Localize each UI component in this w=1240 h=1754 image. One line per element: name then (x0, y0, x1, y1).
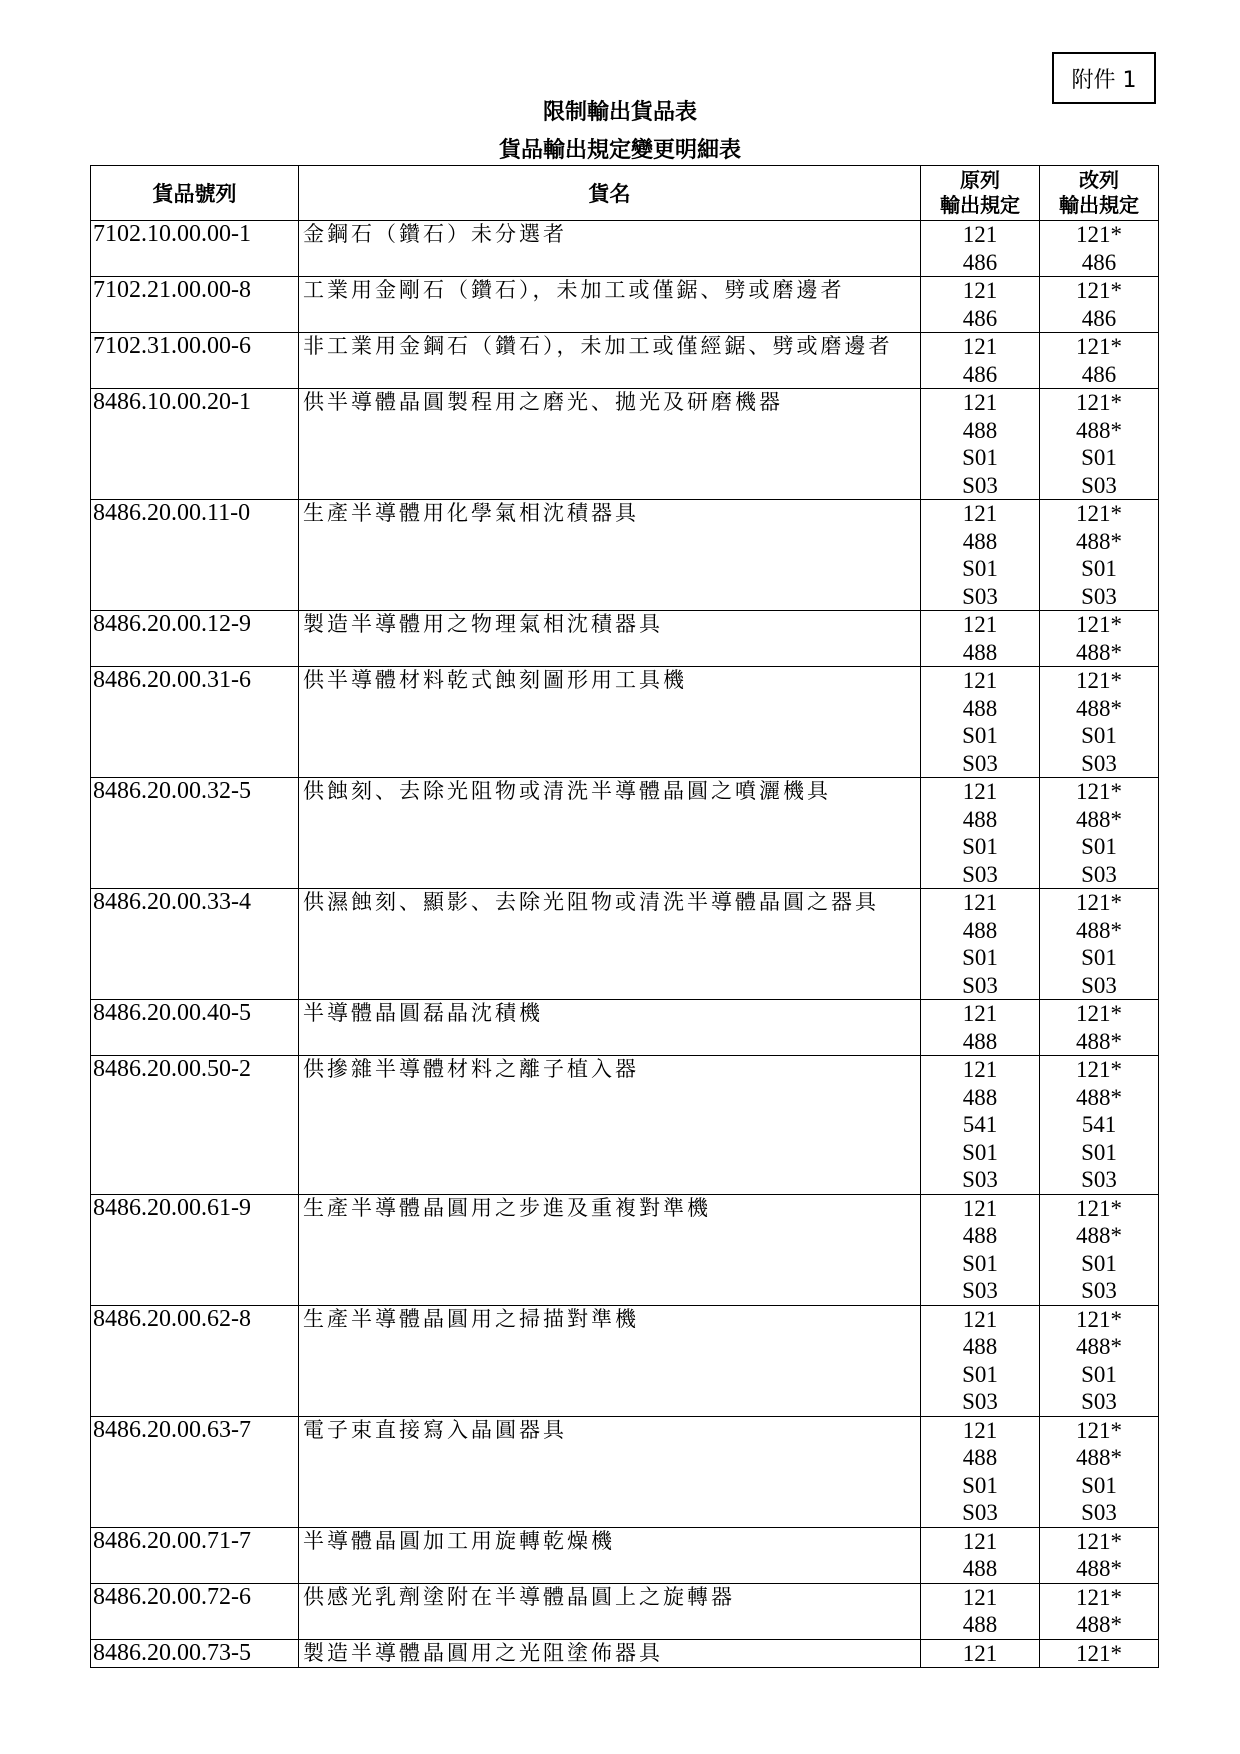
revised-rule-code: S01 (1081, 1250, 1117, 1276)
goods-code: 8486.20.00.33-4 (91, 889, 299, 1000)
goods-name: 供半導體晶圓製程用之磨光、拋光及研磨機器 (299, 389, 921, 500)
original-rule-code: 121 (962, 390, 998, 415)
revised-rules (1040, 1583, 1159, 1639)
original-rules (921, 500, 1040, 611)
header-revised-rules (1040, 166, 1159, 221)
original-rule-code: 121 (962, 278, 998, 303)
revised-rules (1040, 221, 1159, 277)
revised-rule-code: 488* (1076, 1084, 1122, 1110)
original-rules (921, 1416, 1040, 1527)
revised-rule-code: 486 (1081, 361, 1117, 387)
revised-rule-code: S03 (1081, 472, 1117, 498)
original-rule-code: S01 (962, 445, 998, 470)
revised-rules (1040, 778, 1159, 889)
revised-rule-code: S03 (1081, 972, 1117, 998)
revised-rule-code: S01 (1081, 723, 1117, 748)
original-rule-code: S03 (962, 861, 998, 887)
revised-rule-code: 121* (1076, 1306, 1122, 1332)
table-row (91, 1527, 1159, 1583)
revised-rule-code: 486 (1081, 249, 1117, 275)
goods-name: 製造半導體用之物理氣相沈積器具 (299, 611, 921, 667)
revised-rule-code: 121* (1076, 1195, 1122, 1221)
table-row (91, 1194, 1159, 1305)
goods-code: 7102.10.00.00-1 (91, 221, 299, 277)
goods-name: 電子束直接寫入晶圓器具 (299, 1416, 921, 1527)
revised-rule-code: S01 (1081, 1472, 1117, 1498)
original-rules (921, 778, 1040, 889)
regulation-change-table (90, 165, 1159, 1668)
table-row (91, 389, 1159, 500)
revised-rule-code: 541 (1081, 1112, 1117, 1137)
revised-rule-code: S03 (1081, 583, 1117, 609)
revised-rule-code: 488* (1076, 417, 1122, 443)
original-rules (921, 333, 1040, 389)
original-rule-code: S01 (962, 1139, 998, 1165)
header-original-line1: 原列 (960, 168, 1000, 192)
revised-rules (1040, 389, 1159, 500)
header-code: 貨品號列 (91, 166, 299, 221)
original-rule-code: 488 (962, 806, 998, 832)
original-rule-code: S03 (962, 750, 998, 776)
revised-rules (1040, 889, 1159, 1000)
revised-rule-code: 486 (1081, 305, 1117, 331)
original-rules (921, 1527, 1040, 1583)
header-revised-line1: 改列 (1079, 168, 1119, 192)
header-original-rules (921, 166, 1040, 221)
original-rule-code: S01 (962, 1361, 998, 1387)
revised-rule-code: 121* (1076, 779, 1122, 804)
original-rule-code: S01 (962, 945, 998, 970)
revised-rule-code: 488* (1076, 1612, 1122, 1637)
goods-code: 8486.20.00.50-2 (91, 1056, 299, 1195)
revised-rule-code: S03 (1081, 1167, 1117, 1192)
revised-rules (1040, 1305, 1159, 1416)
original-rules (921, 1194, 1040, 1305)
revised-rules (1040, 667, 1159, 778)
goods-name: 工業用金剛石（鑽石），未加工或僅鋸、劈或磨邊者 (299, 277, 921, 333)
original-rule-code: S03 (962, 1500, 998, 1525)
revised-rules (1040, 1416, 1159, 1527)
original-rule-code: 488 (962, 917, 998, 943)
revised-rules (1040, 1194, 1159, 1305)
goods-name: 供濕蝕刻、顯影、去除光阻物或清洗半導體晶圓之器具 (299, 889, 921, 1000)
revised-rule-code: S01 (1081, 1139, 1117, 1165)
original-rule-code: 121 (962, 890, 998, 915)
original-rule-code: 121 (962, 1001, 998, 1026)
table-row (91, 889, 1159, 1000)
revised-rules (1040, 500, 1159, 611)
goods-code: 8486.20.00.72-6 (91, 1583, 299, 1639)
revised-rule-code: 488* (1076, 639, 1122, 665)
original-rules (921, 1305, 1040, 1416)
original-rule-code: 488 (962, 1334, 998, 1359)
goods-name: 生產半導體晶圓用之步進及重複對準機 (299, 1194, 921, 1305)
original-rule-code: S01 (962, 834, 998, 859)
table-row (91, 667, 1159, 778)
goods-name: 製造半導體晶圓用之光阻塗佈器具 (299, 1639, 921, 1668)
goods-name: 半導體晶圓加工用旋轉乾燥機 (299, 1527, 921, 1583)
revised-rule-code: S01 (1081, 556, 1117, 581)
goods-code: 8486.20.00.40-5 (91, 1000, 299, 1056)
revised-rule-code: S03 (1081, 861, 1117, 887)
table-row (91, 333, 1159, 389)
header-name: 貨名 (299, 166, 921, 221)
original-rules (921, 1583, 1040, 1639)
table-row (91, 1583, 1159, 1639)
revised-rule-code: 488* (1076, 1556, 1122, 1581)
original-rule-code: S03 (962, 472, 998, 498)
revised-rule-code: 121* (1076, 612, 1122, 637)
revised-rule-code: 121* (1076, 890, 1122, 915)
revised-rule-code: S01 (1081, 834, 1117, 859)
original-rule-code: 121 (962, 501, 998, 526)
goods-code: 8486.20.00.32-5 (91, 778, 299, 889)
goods-code: 8486.20.00.63-7 (91, 1416, 299, 1527)
original-rules (921, 667, 1040, 778)
revised-rule-code: S01 (1081, 445, 1117, 470)
original-rule-code: 121 (962, 1057, 998, 1082)
goods-code: 8486.20.00.61-9 (91, 1194, 299, 1305)
original-rule-code: 121 (962, 1306, 998, 1332)
goods-code: 8486.20.00.71-7 (91, 1527, 299, 1583)
original-rules (921, 389, 1040, 500)
goods-name: 供摻雜半導體材料之離子植入器 (299, 1056, 921, 1195)
original-rules (921, 221, 1040, 277)
document-title: 限制輸出貨品表 (542, 99, 697, 125)
original-rules (921, 1056, 1040, 1195)
table-row (91, 1056, 1159, 1195)
revised-rule-code: 121* (1076, 390, 1122, 415)
attachment-label: 附件 1 (1052, 52, 1156, 104)
goods-name: 非工業用金鋼石（鑽石），未加工或僅經鋸、劈或磨邊者 (299, 333, 921, 389)
table-row (91, 1305, 1159, 1416)
table-row (91, 1000, 1159, 1056)
original-rule-code: S01 (962, 556, 998, 581)
original-rule-code: 121 (962, 1584, 998, 1610)
revised-rule-code: 121* (1076, 1528, 1122, 1554)
revised-rule-code: 488* (1076, 1223, 1122, 1248)
original-rule-code: 121 (962, 779, 998, 804)
revised-rule-code: 488* (1076, 695, 1122, 721)
original-rule-code: 488 (962, 695, 998, 721)
revised-rules (1040, 1639, 1159, 1668)
revised-rules (1040, 611, 1159, 667)
revised-rule-code: S03 (1081, 750, 1117, 776)
revised-rule-code: 121* (1076, 501, 1122, 526)
goods-code: 8486.20.00.11-0 (91, 500, 299, 611)
original-rule-code: 121 (962, 668, 998, 693)
goods-code: 8486.20.00.62-8 (91, 1305, 299, 1416)
table-row (91, 500, 1159, 611)
original-rule-code: 121 (962, 1640, 998, 1666)
table-row (91, 778, 1159, 889)
goods-code: 7102.21.00.00-8 (91, 277, 299, 333)
table-row (91, 221, 1159, 277)
header-revised-line2: 輸出規定 (1059, 193, 1139, 217)
goods-code: 8486.20.00.31-6 (91, 667, 299, 778)
goods-name: 供感光乳劑塗附在半導體晶圓上之旋轉器 (299, 1583, 921, 1639)
goods-name: 生產半導體用化學氣相沈積器具 (299, 500, 921, 611)
original-rule-code: 486 (962, 249, 998, 275)
original-rule-code: 121 (962, 1417, 998, 1443)
goods-name: 供半導體材料乾式蝕刻圖形用工具機 (299, 667, 921, 778)
original-rule-code: S01 (962, 723, 998, 748)
original-rule-code: 486 (962, 305, 998, 331)
goods-name: 生產半導體晶圓用之掃描對準機 (299, 1305, 921, 1416)
original-rule-code: 488 (962, 1223, 998, 1248)
original-rule-code: S01 (962, 1250, 998, 1276)
revised-rule-code: 121* (1076, 1417, 1122, 1443)
original-rule-code: 488 (962, 1612, 998, 1637)
revised-rule-code: 121* (1076, 668, 1122, 693)
original-rule-code: 121 (962, 334, 998, 359)
goods-code: 8486.20.00.73-5 (91, 1639, 299, 1668)
revised-rule-code: 121* (1076, 278, 1122, 303)
original-rule-code: 488 (962, 1028, 998, 1054)
original-rule-code: 121 (962, 612, 998, 637)
revised-rule-code: S03 (1081, 1389, 1117, 1414)
original-rule-code: 486 (962, 361, 998, 387)
revised-rules (1040, 277, 1159, 333)
original-rules (921, 611, 1040, 667)
revised-rule-code: S03 (1081, 1500, 1117, 1525)
original-rule-code: S03 (962, 1389, 998, 1414)
revised-rules (1040, 333, 1159, 389)
original-rules (921, 1000, 1040, 1056)
goods-code: 8486.20.00.12-9 (91, 611, 299, 667)
original-rules (921, 889, 1040, 1000)
revised-rule-code: 488* (1076, 806, 1122, 832)
table-row (91, 1416, 1159, 1527)
revised-rule-code: S01 (1081, 945, 1117, 970)
original-rule-code: 541 (962, 1112, 998, 1137)
original-rule-code: 121 (962, 1528, 998, 1554)
original-rule-code: 488 (962, 528, 998, 554)
revised-rule-code: 121* (1076, 1640, 1122, 1666)
revised-rule-code: 121* (1076, 1584, 1122, 1610)
revised-rule-code: 488* (1076, 528, 1122, 554)
revised-rule-code: S03 (1081, 1278, 1117, 1303)
original-rule-code: S03 (962, 1167, 998, 1192)
revised-rule-code: 121* (1076, 1057, 1122, 1082)
original-rule-code: 121 (962, 222, 998, 247)
original-rule-code: 121 (962, 1195, 998, 1221)
header-original-line2: 輸出規定 (940, 193, 1020, 217)
revised-rule-code: 488* (1076, 1334, 1122, 1359)
original-rule-code: 488 (962, 639, 998, 665)
original-rule-code: 488 (962, 1556, 998, 1581)
original-rule-code: S03 (962, 972, 998, 998)
original-rule-code: 488 (962, 1445, 998, 1470)
table-row (91, 1639, 1159, 1668)
table-header-row (91, 166, 1159, 221)
original-rule-code: S01 (962, 1472, 998, 1498)
original-rules (921, 1639, 1040, 1668)
revised-rule-code: 121* (1076, 1001, 1122, 1026)
table-row (91, 611, 1159, 667)
goods-name: 半導體晶圓磊晶沈積機 (299, 1000, 921, 1056)
goods-code: 7102.31.00.00-6 (91, 333, 299, 389)
revised-rule-code: 488* (1076, 1445, 1122, 1470)
revised-rules (1040, 1000, 1159, 1056)
revised-rule-code: 121* (1076, 222, 1122, 247)
document-subtitle: 貨品輸出規定變更明細表 (498, 137, 741, 163)
goods-name: 金鋼石（鑽石）未分選者 (299, 221, 921, 277)
revised-rules (1040, 1527, 1159, 1583)
original-rule-code: S03 (962, 1278, 998, 1303)
revised-rules (1040, 1056, 1159, 1195)
revised-rule-code: S01 (1081, 1361, 1117, 1387)
original-rule-code: S03 (962, 583, 998, 609)
revised-rule-code: 488* (1076, 1028, 1122, 1054)
goods-name: 供蝕刻、去除光阻物或清洗半導體晶圓之噴灑機具 (299, 778, 921, 889)
revised-rule-code: 488* (1076, 917, 1122, 943)
original-rule-code: 488 (962, 1084, 998, 1110)
revised-rule-code: 121* (1076, 334, 1122, 359)
table-row (91, 277, 1159, 333)
original-rules (921, 277, 1040, 333)
goods-code: 8486.10.00.20-1 (91, 389, 299, 500)
original-rule-code: 488 (962, 417, 998, 443)
